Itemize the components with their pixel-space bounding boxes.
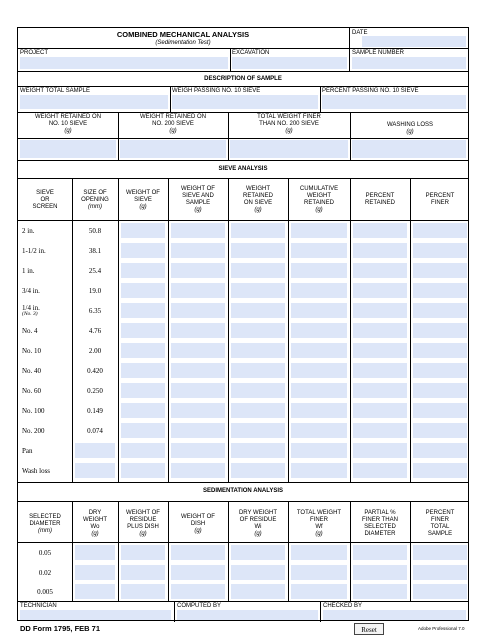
sieve-title: SIEVE ANALYSIS (218, 166, 268, 172)
sieve-entry-field[interactable] (171, 223, 225, 238)
sieve-header-4: WEIGHT OF SIEVE AND SAMPLE (g) (181, 186, 215, 213)
description-title: DESCRIPTION OF SAMPLE (204, 76, 282, 82)
sieve-entry-field[interactable] (171, 423, 225, 438)
sieve-header-2: SIZE OF OPENING (mm) (81, 189, 109, 210)
sieve-entry-field[interactable] (121, 423, 165, 438)
technician-field[interactable] (20, 610, 171, 620)
form-subtitle: (Sedimentation Test) (155, 40, 211, 46)
table-row (18, 361, 470, 381)
form-body (17, 27, 469, 621)
sample-number-field[interactable] (352, 57, 466, 69)
sieve-entry-field[interactable] (171, 383, 225, 398)
sieve-entry-field[interactable] (353, 243, 407, 258)
sieve-entry-field[interactable] (353, 303, 407, 318)
sed-entry-field[interactable] (121, 565, 165, 580)
percent-passing-field[interactable] (322, 95, 466, 109)
sed-entry-field[interactable] (413, 565, 467, 580)
sieve-entry-field[interactable] (291, 383, 347, 398)
sed-header-4: WEIGHT OF DISH (g) (181, 513, 215, 534)
sieve-screen-cell: No. 10 (22, 347, 42, 355)
date-label: DATE (352, 30, 368, 36)
date-field[interactable] (362, 36, 466, 47)
ret-no200-field[interactable] (120, 140, 226, 158)
sieve-entry-field[interactable] (121, 263, 165, 278)
sieve-screen-cell: No. 200 (22, 427, 45, 435)
sieve-entry-field[interactable] (291, 303, 347, 318)
sieve-entry-field[interactable] (413, 463, 467, 478)
sed-entry-field[interactable] (75, 545, 115, 560)
sieve-entry-field[interactable] (231, 323, 285, 338)
sed-diameter-cell: 0.02 (38, 568, 52, 577)
sed-entry-field[interactable] (171, 565, 225, 580)
sieve-entry-field[interactable] (291, 403, 347, 418)
sed-entry-field[interactable] (121, 584, 165, 599)
sample-number-label: SAMPLE NUMBER (352, 50, 405, 56)
sieve-entry-field[interactable] (413, 283, 467, 298)
sed-header-8: PERCENT FINER TOTAL SAMPLE (425, 510, 455, 537)
form-title: COMBINED MECHANICAL ANALYSIS (116, 30, 250, 39)
sieve-opening-cell: 0.250 (87, 387, 103, 395)
sed-entry-field[interactable] (353, 565, 407, 580)
sed-diameter-cell: 0.005 (37, 588, 53, 596)
sieve-entry-field[interactable] (171, 343, 225, 358)
sed-entry-field[interactable] (75, 584, 115, 599)
computed-by-label: COMPUTED BY (177, 603, 222, 609)
sieve-entry-field[interactable] (413, 223, 467, 238)
table-row (18, 221, 470, 241)
table-row (18, 461, 470, 481)
sieve-entry-field[interactable] (121, 283, 165, 298)
ret-no200-header: WEIGHT RETAINED ON NO. 200 SIEVE (g) (139, 114, 207, 134)
sieve-screen-cell: 3/4 in. (22, 287, 40, 295)
sieve-entry-field[interactable] (413, 403, 467, 418)
sieve-screen-cell: Wash loss (22, 467, 51, 475)
sieve-entry-field[interactable] (121, 243, 165, 258)
sed-header-5: DRY WEIGHT OF RESIDUE Wi (g) (238, 510, 278, 537)
sieve-entry-field[interactable] (353, 463, 407, 478)
table-row (18, 341, 470, 361)
washing-loss-field[interactable] (352, 140, 466, 158)
sed-diameter-cell: 0.05 (38, 549, 52, 557)
sieve-entry-field[interactable] (231, 303, 285, 318)
sieve-screen-cell: No. 60 (22, 387, 42, 395)
sed-title: SEDIMENTATION ANALYSIS (202, 488, 283, 494)
ret-no10-header: WEIGHT RETAINED ON NO. 10 SIEVE (g) (34, 114, 102, 134)
sieve-entry-field[interactable] (291, 323, 347, 338)
sieve-entry-field[interactable] (121, 363, 165, 378)
sieve-screen-cell: Pan (22, 447, 33, 455)
sieve-header-3: WEIGHT OF SIEVE (g) (126, 189, 160, 210)
sieve-entry-field[interactable] (121, 383, 165, 398)
table-row (18, 543, 470, 563)
table-row (18, 261, 470, 281)
sieve-screen-cell: 1-1/2 in. (22, 247, 46, 255)
software-label: Adobe Professional 7.0 (418, 626, 465, 631)
sieve-screen-cell: 1/4 in. (22, 304, 40, 312)
sieve-opening-cell: 0.074 (87, 427, 103, 435)
sieve-entry-field[interactable] (171, 403, 225, 418)
finer-no200-header: TOTAL WEIGHT FINER THAN NO. 200 SIEVE (g) (257, 114, 321, 134)
technician-label: TECHNICIAN (20, 603, 57, 609)
sieve-entry-field[interactable] (291, 243, 347, 258)
weight-total-field[interactable] (20, 95, 168, 109)
percent-passing-label: PERCENT PASSING NO. 10 SIEVE (322, 88, 419, 94)
sieve-entry-field[interactable] (353, 423, 407, 438)
sieve-entry-field[interactable] (291, 443, 347, 458)
sieve-opening-cell: 19.0 (88, 287, 102, 295)
sieve-entry-field[interactable] (353, 403, 407, 418)
reset-button[interactable]: Reset (354, 623, 384, 635)
sed-entry-field[interactable] (231, 565, 285, 580)
sieve-header-5: WEIGHT RETAINED ON SIEVE (g) (243, 186, 273, 213)
sieve-entry-field[interactable] (171, 323, 225, 338)
sieve-opening-field[interactable] (75, 463, 115, 478)
sieve-entry-field[interactable] (171, 463, 225, 478)
sieve-entry-field[interactable] (413, 243, 467, 258)
table-row (18, 582, 470, 602)
sieve-entry-field[interactable] (291, 283, 347, 298)
sieve-opening-field[interactable] (75, 443, 115, 458)
sieve-entry-field[interactable] (121, 323, 165, 338)
sieve-screen-sub: (No. 3) (22, 311, 38, 317)
sieve-opening-cell: 2.00 (88, 347, 102, 355)
sieve-opening-cell: 0.420 (87, 367, 103, 375)
checked-by-label: CHECKED BY (323, 603, 363, 609)
table-row (18, 563, 470, 583)
sieve-entry-field[interactable] (121, 443, 165, 458)
table-row (18, 421, 470, 441)
sed-entry-field[interactable] (231, 545, 285, 560)
sieve-entry-field[interactable] (231, 403, 285, 418)
sieve-header-1: SIEVE OR SCREEN (32, 189, 58, 210)
sed-entry-field[interactable] (291, 565, 347, 580)
sieve-entry-field[interactable] (231, 383, 285, 398)
sieve-screen-cell: No. 100 (22, 407, 45, 415)
sieve-entry-field[interactable] (353, 363, 407, 378)
sed-header-3: WEIGHT OF RESIDUE PLUS DISH (g) (126, 510, 160, 537)
sieve-entry-field[interactable] (291, 463, 347, 478)
sieve-entry-field[interactable] (413, 443, 467, 458)
sieve-entry-field[interactable] (353, 223, 407, 238)
sieve-entry-field[interactable] (171, 263, 225, 278)
sieve-entry-field[interactable] (121, 223, 165, 238)
sieve-header-6: CUMULATIVE WEIGHT RETAINED (g) (299, 186, 339, 213)
sieve-entry-field[interactable] (231, 443, 285, 458)
sieve-opening-cell: 6.35 (88, 307, 102, 315)
table-row (18, 281, 470, 301)
sieve-entry-field[interactable] (291, 343, 347, 358)
sed-entry-field[interactable] (413, 584, 467, 599)
sieve-opening-cell: 50.8 (88, 227, 102, 235)
sieve-entry-field[interactable] (231, 343, 285, 358)
sed-entry-field[interactable] (75, 565, 115, 580)
computed-by-field[interactable] (177, 610, 318, 620)
sieve-entry-field[interactable] (231, 243, 285, 258)
sieve-entry-field[interactable] (121, 403, 165, 418)
sieve-entry-field[interactable] (413, 423, 467, 438)
sieve-entry-field[interactable] (121, 303, 165, 318)
checked-by-field[interactable] (323, 610, 466, 620)
sieve-entry-field[interactable] (291, 363, 347, 378)
sieve-entry-field[interactable] (353, 263, 407, 278)
sieve-opening-cell: 38.1 (88, 247, 102, 255)
sed-entry-field[interactable] (291, 545, 347, 560)
sed-entry-field[interactable] (171, 584, 225, 599)
ret-no10-field[interactable] (20, 140, 116, 158)
table-row (18, 321, 470, 341)
table-row (18, 401, 470, 421)
project-field[interactable] (20, 57, 228, 69)
sieve-entry-field[interactable] (413, 383, 467, 398)
finer-no200-field[interactable] (230, 140, 348, 158)
sieve-entry-field[interactable] (413, 263, 467, 278)
sieve-entry-field[interactable] (353, 323, 407, 338)
sieve-opening-cell: 4.76 (88, 327, 102, 335)
sieve-entry-field[interactable] (231, 223, 285, 238)
sed-header-2: DRY WEIGHT Wo (g) (83, 510, 107, 537)
sieve-header-8: PERCENT FINER (425, 193, 455, 206)
sieve-entry-field[interactable] (353, 283, 407, 298)
sieve-entry-field[interactable] (231, 423, 285, 438)
sed-entry-field[interactable] (291, 584, 347, 599)
sieve-screen-cell: 2 in. (22, 227, 35, 235)
sieve-entry-field[interactable] (291, 223, 347, 238)
sieve-entry-field[interactable] (171, 243, 225, 258)
sed-entry-field[interactable] (413, 545, 467, 560)
sieve-entry-field[interactable] (231, 283, 285, 298)
sieve-entry-field[interactable] (291, 263, 347, 278)
sed-header-7: PARTIAL % FINER THAN SELECTED DIAMETER (362, 510, 398, 537)
sieve-entry-field[interactable] (171, 363, 225, 378)
sieve-entry-field[interactable] (171, 443, 225, 458)
sieve-entry-field[interactable] (121, 343, 165, 358)
sieve-opening-cell: 0.149 (87, 407, 103, 415)
sed-entry-field[interactable] (353, 584, 407, 599)
sieve-entry-field[interactable] (353, 383, 407, 398)
sieve-entry-field[interactable] (353, 443, 407, 458)
sed-header-1: SELECTED DIAMETER (mm) (29, 513, 61, 534)
table-row (18, 241, 470, 261)
sieve-entry-field[interactable] (171, 303, 225, 318)
sed-entry-field[interactable] (121, 545, 165, 560)
table-row (18, 441, 470, 461)
sieve-entry-field[interactable] (413, 323, 467, 338)
sieve-opening-cell: 25.4 (88, 267, 102, 275)
excavation-label: EXCAVATION (232, 50, 270, 56)
sieve-entry-field[interactable] (121, 463, 165, 478)
weigh-passing-label: WEIGH PASSING NO. 10 SIEVE (172, 88, 261, 94)
sed-entry-field[interactable] (231, 584, 285, 599)
sieve-entry-field[interactable] (413, 343, 467, 358)
sieve-screen-cell: No. 40 (22, 367, 42, 375)
washing-loss-header: WASHING LOSS (g) (386, 122, 434, 135)
sieve-entry-field[interactable] (291, 423, 347, 438)
sieve-header-7: PERCENT RETAINED (365, 193, 395, 206)
sed-entry-field[interactable] (353, 545, 407, 560)
sieve-screen-cell: 1 in. (22, 267, 35, 275)
sieve-entry-field[interactable] (231, 363, 285, 378)
excavation-field[interactable] (232, 57, 347, 69)
form-number: DD Form 1795, FEB 71 (20, 624, 101, 633)
sieve-entry-field[interactable] (171, 283, 225, 298)
weight-total-label: WEIGHT TOTAL SAMPLE (20, 88, 91, 94)
sieve-entry-field[interactable] (231, 463, 285, 478)
sieve-entry-field[interactable] (353, 343, 407, 358)
sieve-entry-field[interactable] (413, 363, 467, 378)
table-row (18, 381, 470, 401)
weigh-passing-field[interactable] (172, 95, 318, 109)
sieve-screen-cell: No. 4 (22, 327, 38, 335)
sed-entry-field[interactable] (171, 545, 225, 560)
sieve-entry-field[interactable] (413, 303, 467, 318)
table-row (18, 301, 470, 321)
sieve-entry-field[interactable] (231, 263, 285, 278)
project-label: PROJECT (20, 50, 49, 56)
sed-header-6: TOTAL WEIGHT FINER Wf (g) (296, 510, 342, 537)
